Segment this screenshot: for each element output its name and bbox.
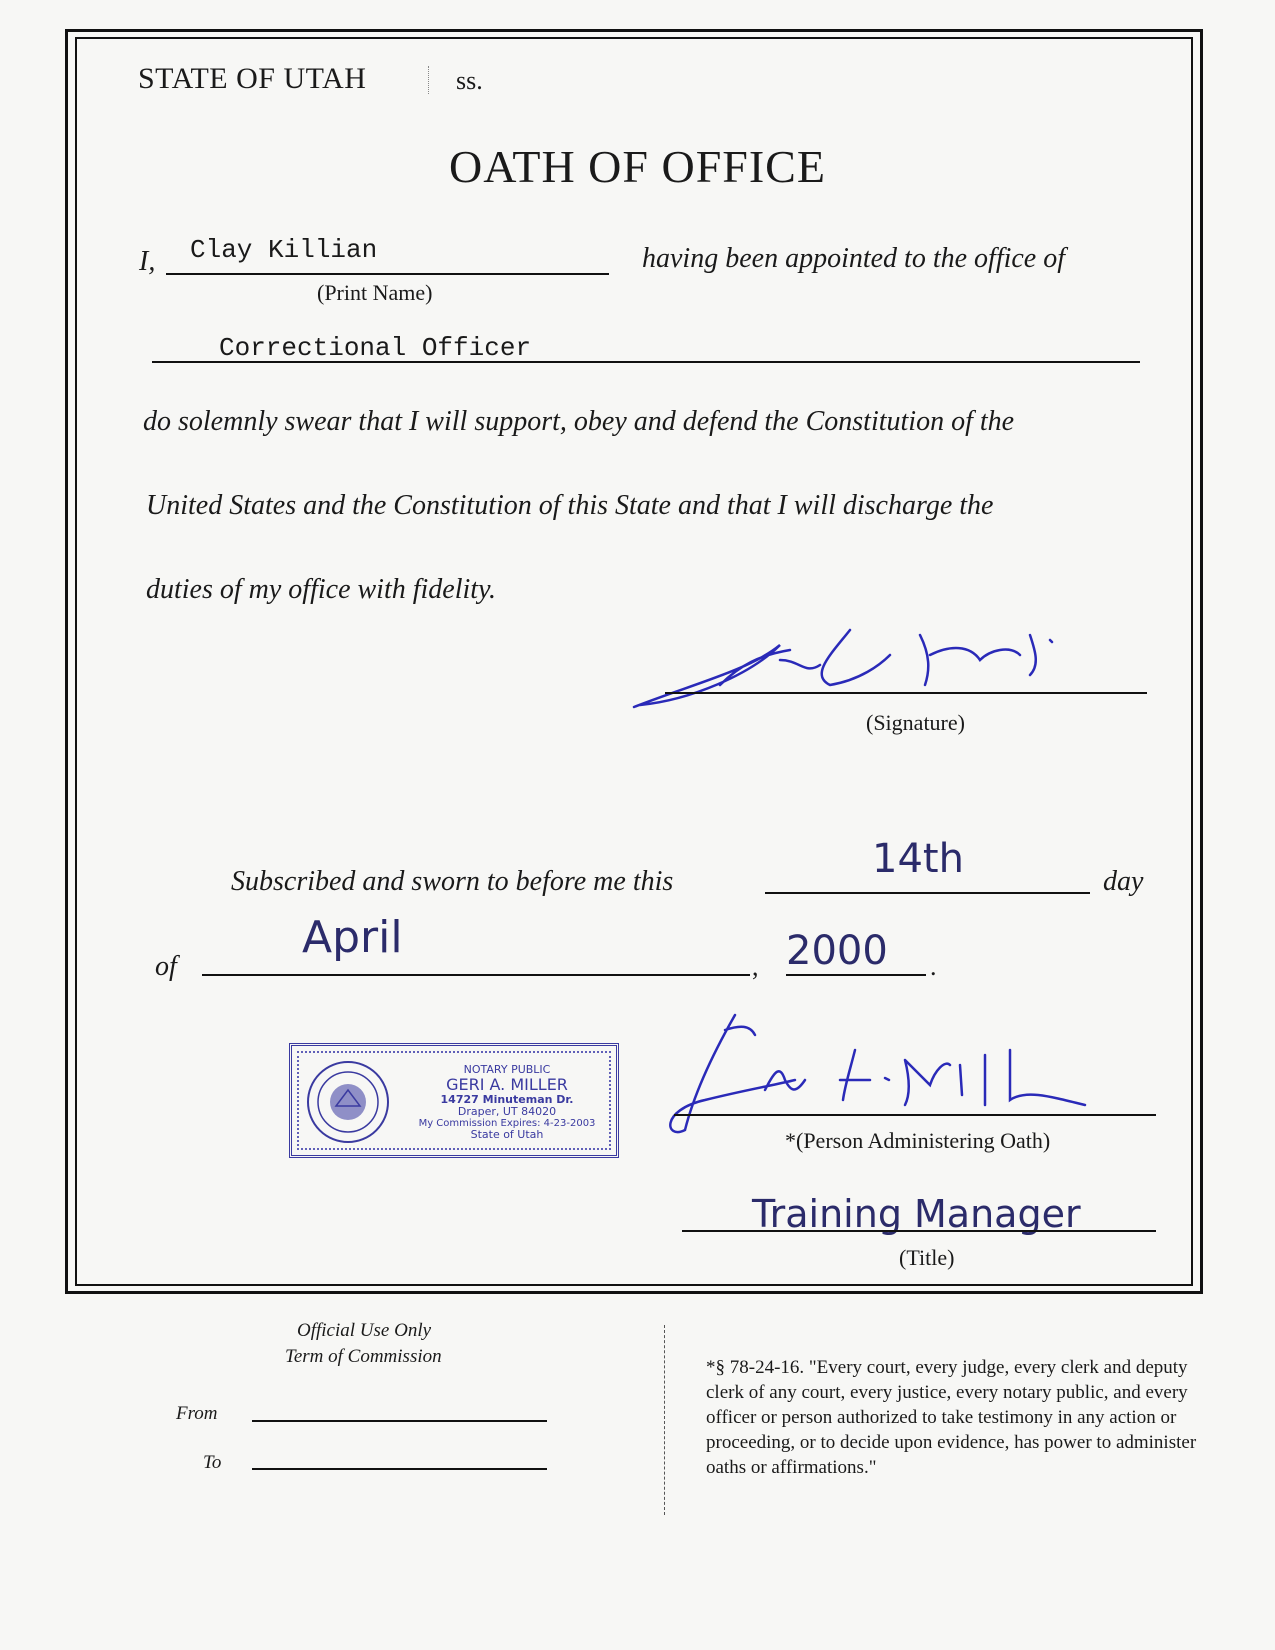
title-label: (Title): [899, 1245, 955, 1270]
jurat-month-line: [202, 974, 750, 976]
administering-line: [674, 1114, 1156, 1116]
oath-line-3: duties of my office with fidelity.: [146, 574, 496, 605]
oath-line-1: do solemnly swear that I will support, obey and defend the Constitution of the: [143, 406, 1015, 437]
title-value: Training Manager: [752, 1192, 1081, 1236]
oath-line-2: United States and the Constitution of this State and that I will discharge the: [146, 490, 994, 521]
jurat-year-value: 2000: [786, 928, 888, 974]
print-name-value: Clay Killian: [190, 235, 378, 265]
term-of-commission-heading: Term of Commission: [285, 1346, 442, 1367]
appointment-prefix: I,: [139, 246, 156, 277]
stamp-line-5: My Commission Expires: 4-23-2003: [418, 1117, 596, 1129]
jurat-of: of: [155, 951, 177, 982]
jurat-day-value: 14th: [872, 836, 964, 882]
from-label: From: [176, 1403, 218, 1424]
jurat-day-suffix: day: [1103, 866, 1144, 897]
venue-bracket: [428, 66, 431, 94]
venue-ss: ss.: [456, 66, 483, 95]
signature-label: (Signature): [866, 710, 965, 735]
stamp-line-6: State of Utah: [470, 1127, 544, 1141]
print-name-label: (Print Name): [317, 280, 433, 305]
document-title: OATH OF OFFICE: [449, 141, 826, 192]
administering-label: *(Person Administering Oath): [785, 1128, 1051, 1153]
jurat-year-line: [786, 974, 926, 976]
print-name-line: [166, 273, 609, 275]
from-line: [252, 1420, 547, 1422]
venue-state: STATE OF UTAH: [138, 62, 367, 95]
office-value: Correctional Officer: [219, 333, 532, 363]
office-line: [152, 361, 1140, 363]
statute-text: *§ 78-24-16. "Every court, every judge, every clerk and deputy clerk of any court, every justice, every notary public, and every officer or person authorized to take testimony in any action or proceeding, or to decide upon evidence, has power to administer oaths or affirmations.": [706, 1357, 1197, 1478]
state-seal-icon: [306, 1060, 390, 1144]
jurat-prefix: Subscribed and sworn to before me this: [231, 866, 674, 897]
oath-signature-image: [630, 615, 1090, 715]
stamp-line-4: Draper, UT 84020: [457, 1104, 557, 1118]
jurat-day-line: [765, 892, 1090, 894]
official-use-heading: Official Use Only: [297, 1320, 432, 1341]
notary-stamp: [289, 1043, 619, 1158]
stamp-line-1: NOTARY PUBLIC: [463, 1063, 551, 1076]
title-line: [682, 1230, 1156, 1232]
section-divider: [664, 1325, 665, 1515]
appointment-middle-text: having been appointed to the office of: [642, 243, 1066, 274]
signature-line: [665, 692, 1147, 694]
stamp-line-2: GERI A. MILLER: [446, 1075, 568, 1095]
to-label: To: [203, 1452, 222, 1473]
jurat-month-value: April: [302, 912, 403, 963]
to-line: [252, 1468, 547, 1470]
stamp-line-3: 14727 Minuteman Dr.: [440, 1092, 574, 1106]
